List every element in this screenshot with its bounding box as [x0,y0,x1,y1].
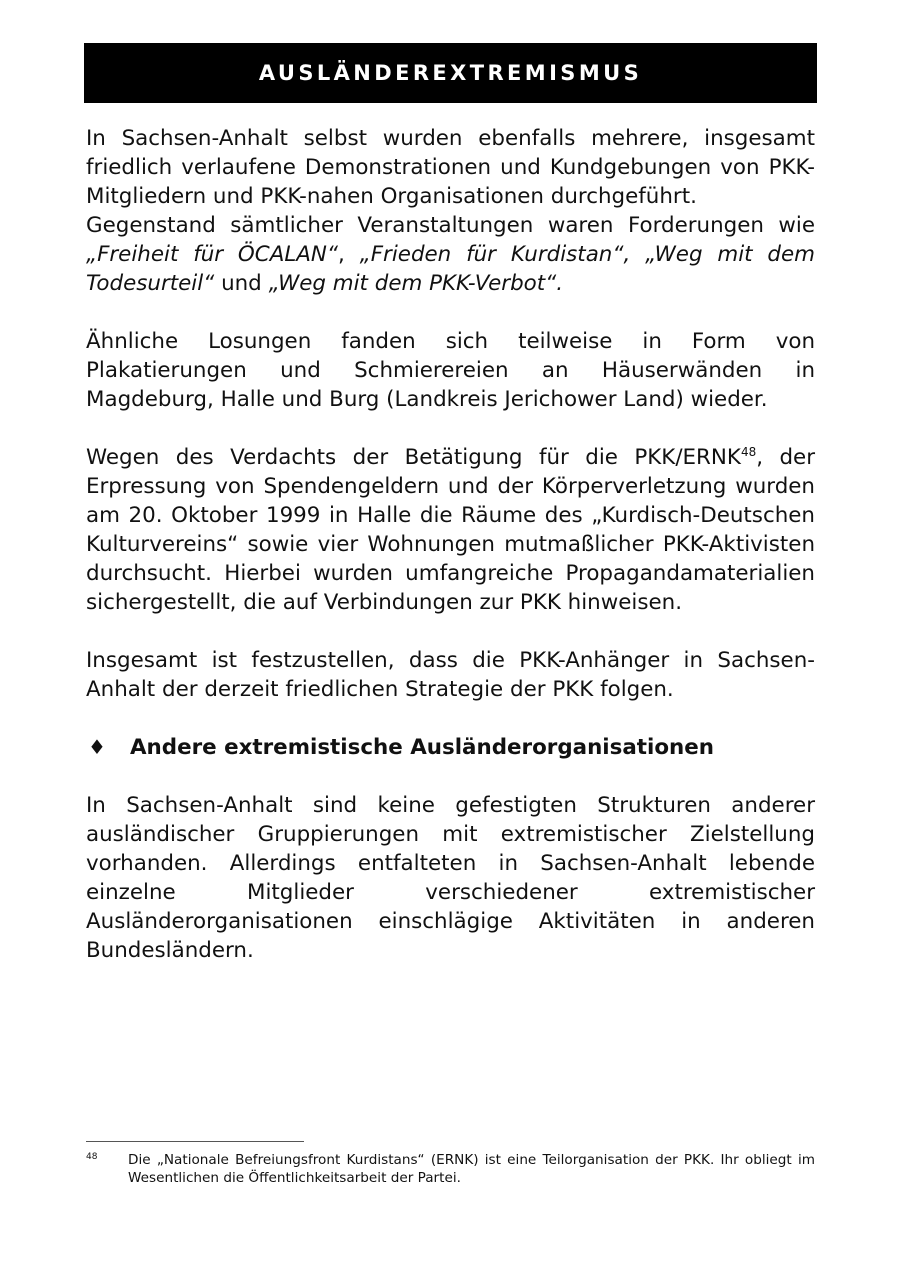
slogan-oecalan: „Freiheit für ÖCALAN“ [86,242,338,267]
diamond-bullet-icon: ♦ [88,735,106,759]
paragraph-demonstrations: In Sachsen-Anhalt selbst wurden ebenfalls mehrere, insgesamt friedlich verlaufene Demonstrationen und Kundgebungen von PKK-Mitgliedern und PKK-nahen Organisationen durchgeführt. [86,126,815,209]
footnote-text: Die „Nationale Befreiungsfront Kurdistans“ (ERNK) ist eine Teilorganisation der PKK. Ihr obliegt im Wesentlichen die Öffentlichkeitsarbeit der Partei. [128,1152,815,1186]
section-heading-text: Andere extremistische Ausländerorganisationen [130,735,715,760]
paragraph-conclusion: Insgesamt ist festzustellen, dass die PKK-Anhänger in Sachsen-Anhalt der derzeit friedlichen Strategie der PKK folgen. [86,648,815,702]
demands-intro: Gegenstand sämtlicher Veranstaltungen waren Forderungen wie [86,213,815,238]
footnote-reference[interactable]: 48 [740,444,757,459]
footnote [86,1151,815,1187]
slogan-kurdistan: „Frieden für Kurdistan“, „Weg mit dem Todesurteil“ [86,242,815,296]
search-text-start: Wegen des Verdachts der Betätigung für die PKK/ERNK [86,445,741,470]
demands-and: und [214,271,269,296]
paragraph-slogans: Ähnliche Losungen fanden sich teilweise in Form von Plakatierungen und Schmierereien an Häuserwänden in Magdeburg, Halle und Burg (Landkreis Jerichower Land) wieder. [86,329,815,412]
paragraph-search [86,443,815,617]
page-header [84,43,817,103]
footnote-divider [86,1141,304,1142]
demands-separator: , [337,242,360,267]
slogan-pkk-verbot: „Weg mit dem PKK-Verbot“. [268,271,564,296]
section-heading [86,733,815,762]
paragraph-other-organisations: In Sachsen-Anhalt sind keine gefestigten Strukturen anderer ausländischer Gruppierungen mit extremistischer Zielstellung vorhanden. Allerdings entfalteten in Sachsen-Anhalt lebende einzelne Mitglieder verschiedener extremistischer Ausländerorganisationen einschlägige Aktivitäten in anderen Bundesländern. [86,793,815,963]
footnote-number: 48 [86,1152,98,1162]
header-title: AUSLÄNDEREXTREMISMUS [258,61,643,85]
search-text-end: , der Erpressung von Spendengeldern und der Körperverletzung wurden am 20. Oktober 1999 in Halle die Räume des „Kurdisch-Deutschen Kulturvereins“ sowie vier Wohnungen mutmaßlicher PKK-Aktivisten durchsucht. Hierbei wurden umfangreiche Propagandamaterialien sichergestellt, die auf Verbindungen zur PKK hinweisen. [86,445,815,615]
main-content [86,124,815,994]
paragraph-demands [86,211,815,298]
